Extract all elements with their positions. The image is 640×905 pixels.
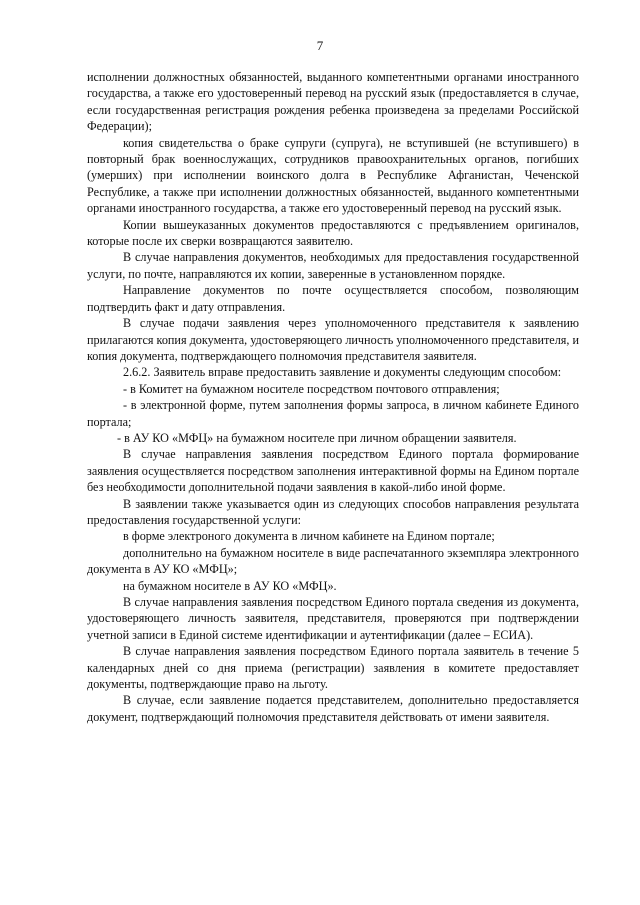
list-item: дополнительно на бумажном носителе в виде распечатанного экземпляра электронного документа в АУ КО «МФЦ»;	[87, 545, 579, 577]
list-item: - в электронной форме, путем заполнения формы запроса, в личном кабинете Единого портала;	[87, 398, 579, 429]
paragraph: В случае направления документов, необходимых для предоставления государственной услуги, по почте, направляются их копии, заверенные в установленном порядке.	[87, 250, 579, 281]
paragraph: Копии вышеуказанных документов предоставляются с предъявлением оригиналов, которые после их сверки возвращаются заявителю.	[87, 217, 579, 249]
paragraph: Направление документов по почте осуществляется способом, позволяющим подтвердить факт и дату отправления.	[87, 283, 579, 314]
paragraph: В заявлении также указывается один из следующих способов направления результата предоставления государственной услуги:	[87, 496, 579, 527]
paragraph: В случае направления заявления посредством Единого портала заявитель в течение 5 календарных дней со дня приема (регистрации) заявления в комитете предоставляет документы, подтверждающие право на льготу.	[87, 644, 579, 692]
paragraph: В случае направления заявления посредством Единого портала сведения из документа, удостоверяющего личность заявителя, представителя, проверяются при подтверждении учетной записи в Единой системе идентификации и аутентификации (далее – ЕСИА).	[87, 595, 579, 642]
list-item: на бумажном носителе в АУ КО «МФЦ».	[123, 578, 337, 593]
paragraph: 2.6.2. Заявитель вправе предоставить заявление и документы следующим способом:	[123, 365, 562, 380]
paragraph: В случае подачи заявления через уполномоченного представителя к заявлению прилагаются копия документа, удостоверяющего личность уполномоченного представителя, и копия документа, подтверждающего полномочия представителя заявителя.	[87, 316, 580, 363]
paragraph: копия свидетельства о браке супруги (супруга), не вступившей (не вступившего) в повторный брак военнослужащих, сотрудников правоохранительных органов, погибших (умерших) при исполнении воинского долга в Республике Афганистан, Чеченской Республике, а также при исполнении должностных обязанностей, выданного компетентными органами иностранного государства, а также его удостоверенный перевод на русский язык.	[87, 135, 579, 216]
list-item: в форме электроного документа в личном кабинете на Едином портале;	[123, 529, 495, 544]
list-item: - в Комитет на бумажном носителе посредством почтового отправления;	[123, 381, 500, 396]
document-body	[87, 69, 579, 725]
paragraph: В случае направления заявления посредством Единого портала формирование заявления осуществляется посредством заполнения интерактивной формы на Едином портале без необходимости дополнительной подачи заявления в какой-либо иной форме.	[87, 447, 579, 495]
paragraph: исполнении должностных обязанностей, выданного компетентными органами иностранного государства, а также его удостоверенный перевод на русский язык (предоставляется в случае, если государственная регистрация рождения ребенка произведена за пределами Российской Федерации);	[87, 70, 579, 134]
page-number: 7	[316, 38, 324, 53]
paragraph: В случае, если заявление подается представителем, дополнительно предоставляется документ, подтверждающий полномочия представителя действовать от имени заявителя.	[87, 693, 579, 724]
list-item: - в АУ КО «МФЦ» на бумажном носителе при личном обращении заявителя.	[117, 430, 517, 445]
